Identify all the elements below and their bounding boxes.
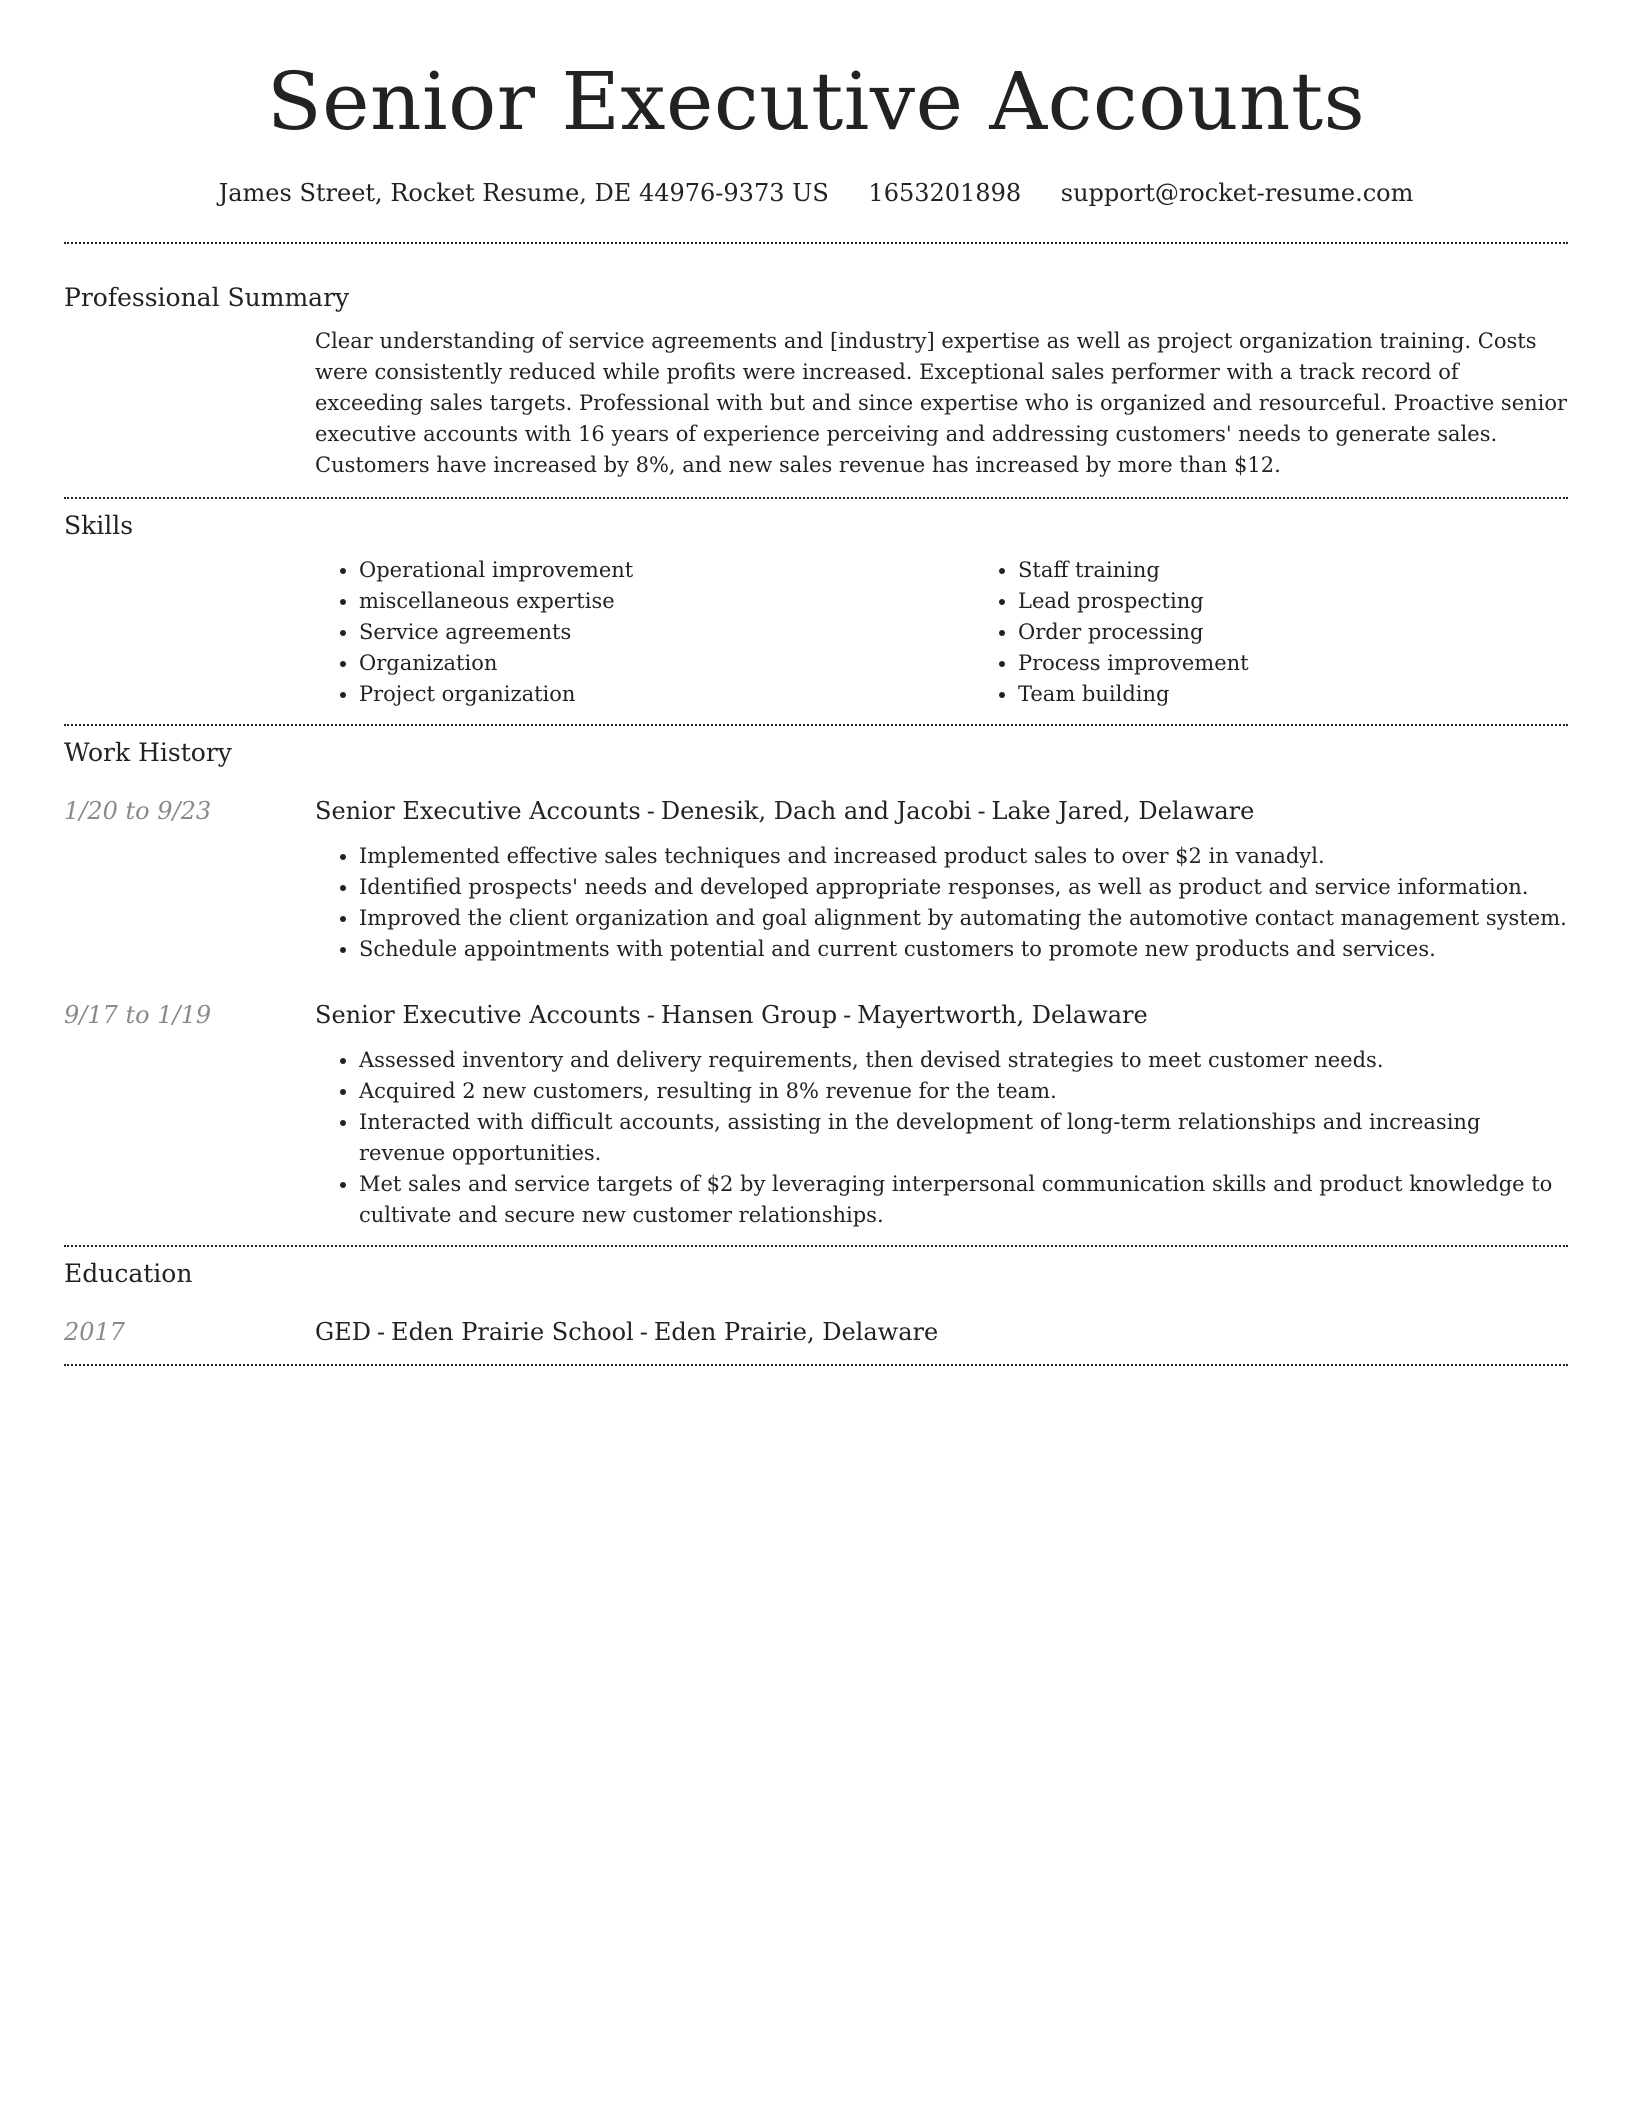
- job-bullet: • Met sales and service targets of $2 by leveraging interpersonal communication skills and product knowledge to cultivate and secure new customer relationships.: [359, 1169, 1568, 1231]
- education-school: Eden Prairie School: [391, 1318, 634, 1346]
- job-location: Lake Jared, Delaware: [991, 797, 1255, 825]
- job-entry: [64, 999, 1568, 1231]
- job-role: Senior Executive Accounts: [315, 1001, 641, 1029]
- education-heading: GED - Eden Prairie School - Eden Prairie, Delaware: [315, 1318, 939, 1346]
- work-section: [64, 726, 1568, 1245]
- skill-item: • Operational improvement: [359, 555, 974, 586]
- skill-item: • Order processing: [1018, 617, 1632, 648]
- education-year: 2017: [64, 1318, 126, 1346]
- job-dates: 9/17 to 1/19: [64, 1001, 212, 1029]
- education-location: Eden Prairie, Delaware: [653, 1318, 939, 1346]
- job-location: Mayertworth, Delaware: [857, 1001, 1148, 1029]
- job-dates: 1/20 to 9/23: [64, 797, 212, 825]
- summary-title: Professional Summary: [64, 283, 350, 312]
- job-bullet: • Identified prospects' needs and developed appropriate responses, as well as product and service information.: [359, 872, 1568, 903]
- job-bullet: • Schedule appointments with potential and current customers to promote new products and services.: [359, 934, 1568, 965]
- contact-phone: 1653201898: [868, 179, 1022, 207]
- education-section: [64, 1247, 1568, 1364]
- summary-section: [64, 244, 1568, 497]
- job-bullets: [315, 1045, 1568, 1231]
- skill-item: • miscellaneous expertise: [359, 586, 974, 617]
- job-bullet: • Improved the client organization and goal alignment by automating the automotive contact management system.: [359, 903, 1568, 934]
- job-entry: [64, 795, 1568, 965]
- skills-section: [64, 499, 1568, 724]
- job-bullet: • Implemented effective sales techniques and increased product sales to over $2 in vanadyl.: [359, 841, 1568, 872]
- job-heading: Senior Executive Accounts - Hansen Group - Mayertworth, Delaware: [315, 1001, 1148, 1029]
- skill-item: • Organization: [359, 648, 974, 679]
- skill-item: • Lead prospecting: [1018, 586, 1632, 617]
- job-role: Senior Executive Accounts: [315, 797, 641, 825]
- candidate-name: Senior Executive Accounts: [266, 55, 1366, 148]
- skills-list-right: [974, 555, 1632, 710]
- skills-title: Skills: [64, 511, 134, 540]
- skills-list-left: [315, 555, 974, 710]
- skill-item: • Service agreements: [359, 617, 974, 648]
- skill-item: • Project organization: [359, 679, 974, 710]
- skill-item: • Process improvement: [1018, 648, 1632, 679]
- divider-education: [64, 1364, 1568, 1366]
- education-title: Education: [64, 1259, 193, 1288]
- job-company: Hansen Group: [660, 1001, 838, 1029]
- job-bullets: [315, 841, 1568, 965]
- job-company: Denesik, Dach and Jacobi: [660, 797, 972, 825]
- contact-email[interactable]: support@rocket-resume.com: [1060, 179, 1414, 207]
- job-bullet: • Acquired 2 new customers, resulting in 8% revenue for the team.: [359, 1076, 1568, 1107]
- job-bullet: • Assessed inventory and delivery requirements, then devised strategies to meet customer needs.: [359, 1045, 1568, 1076]
- summary-text: Clear understanding of service agreements and [industry] expertise as well as project organization training. Costs were consistently reduced while profits were increased. Exceptional sales performer with a track record of exceeding sales targets. Professional with but and since expertise who is organized and resourceful. Proactive senior executive accounts with 16 years of experience perceiving and addressing customers' needs to generate sales. Customers have increased by 8%, and new sales revenue has increased by more than $12.: [315, 329, 1568, 477]
- skill-item: • Team building: [1018, 679, 1632, 710]
- contact-address: James Street, Rocket Resume, DE 44976-9373 US: [218, 179, 829, 207]
- job-heading: Senior Executive Accounts - Denesik, Dach and Jacobi - Lake Jared, Delaware: [315, 797, 1255, 825]
- contact-line: [64, 178, 1568, 208]
- job-bullet: • Interacted with difficult accounts, assisting in the development of long-term relationships and increasing revenue opportunities.: [359, 1107, 1568, 1169]
- education-degree: GED: [315, 1318, 371, 1346]
- work-title: Work History: [64, 738, 232, 767]
- skill-item: • Staff training: [1018, 555, 1632, 586]
